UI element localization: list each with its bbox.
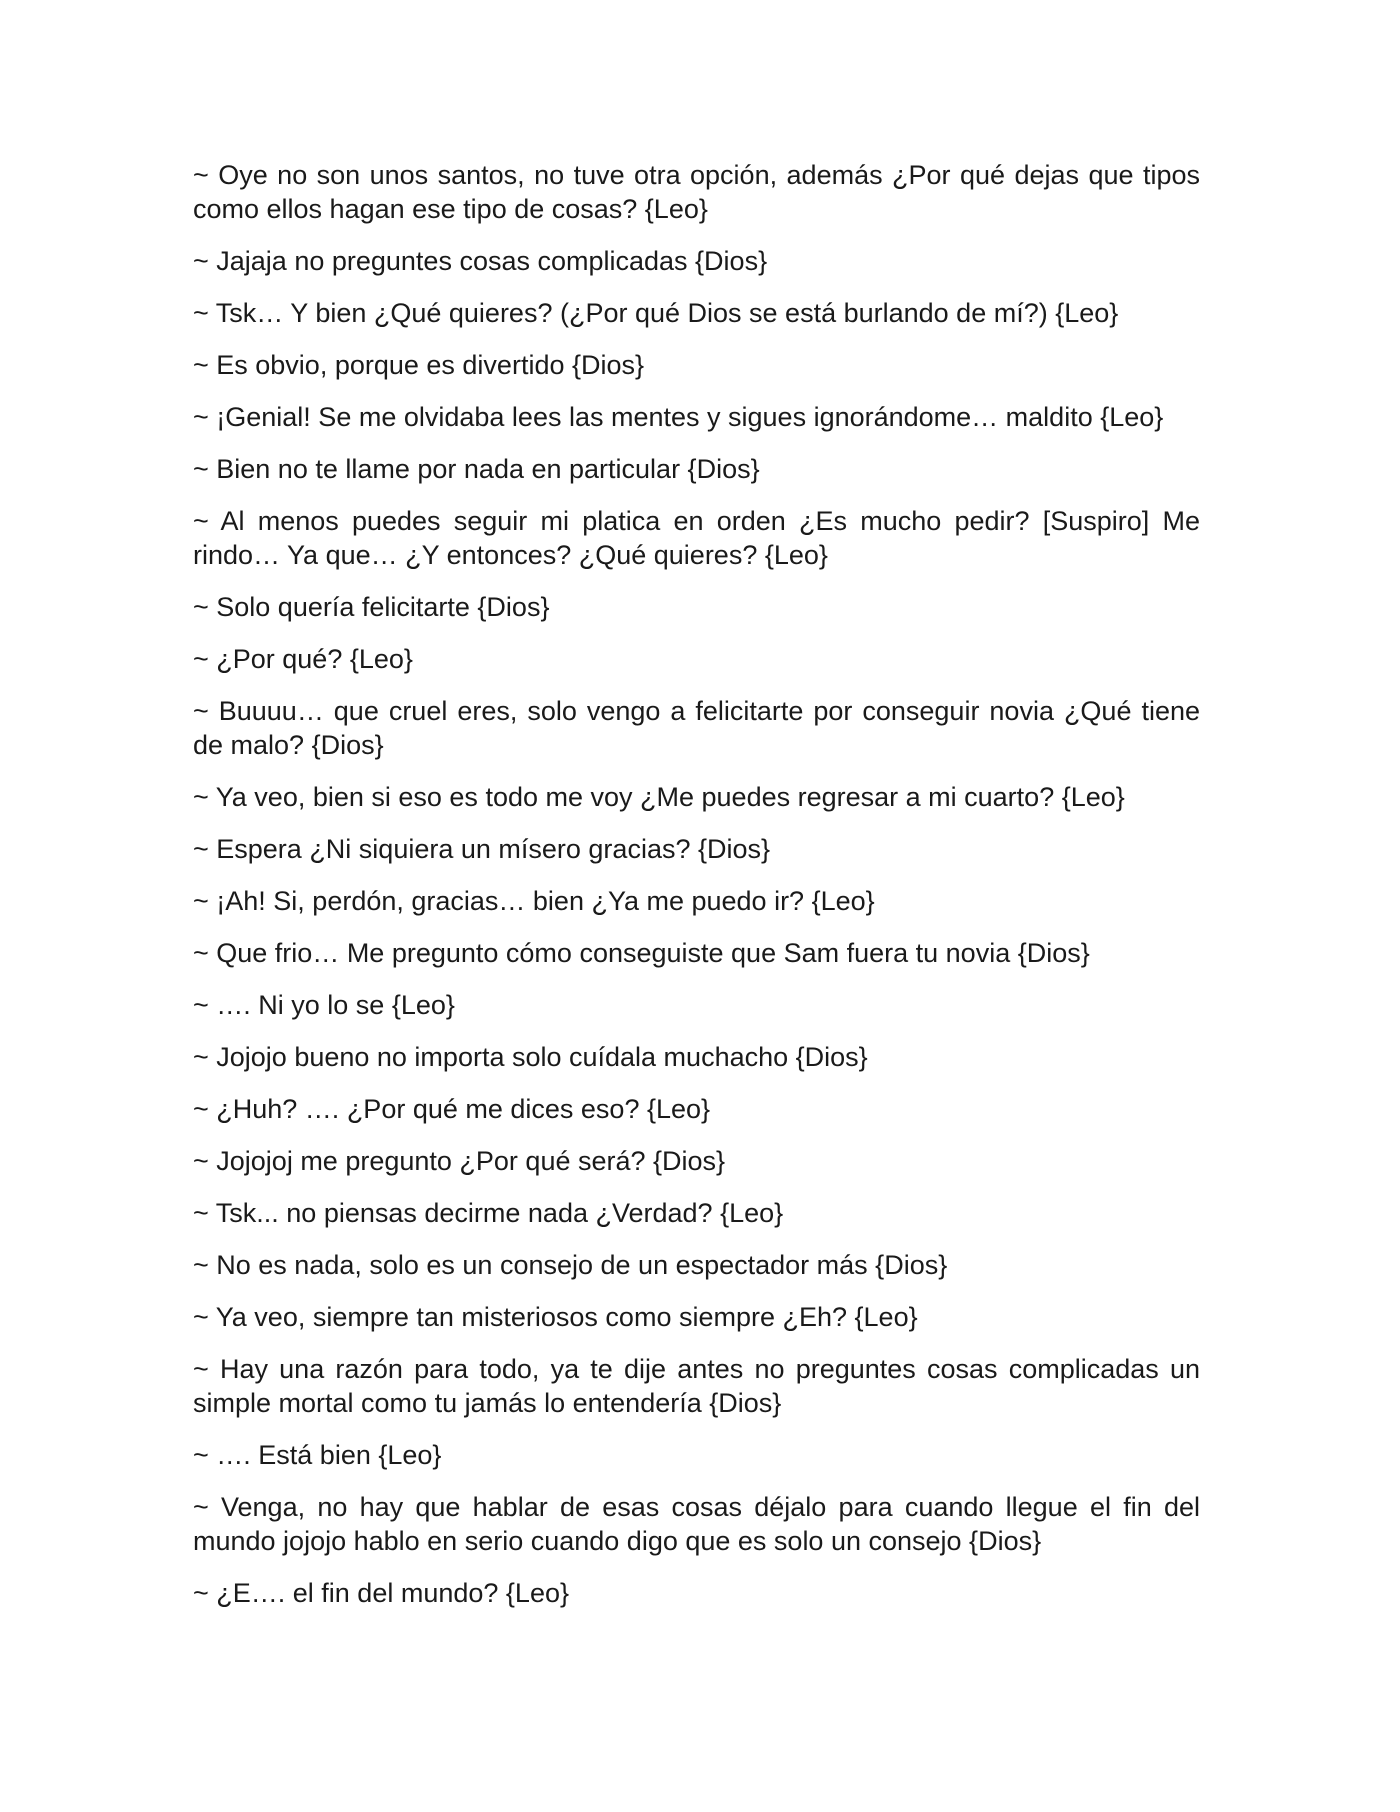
dialogue-line: ~ ¿Huh? …. ¿Por qué me dices eso? {Leo} [193, 1094, 711, 1124]
dialogue-line: ~ Solo quería felicitarte {Dios} [193, 592, 550, 622]
dialogue-line: ~ No es nada, solo es un consejo de un espectador más {Dios} [193, 1250, 948, 1280]
dialogue-line: ~ ¡Genial! Se me olvidaba lees las mentes y sigues ignorándome… maldito {Leo} [193, 402, 1164, 432]
dialogue-line: ~ ¿Por qué? {Leo} [193, 644, 413, 674]
dialogue-line: ~ ¿E…. el fin del mundo? {Leo} [193, 1578, 569, 1608]
dialogue-line: ~ Es obvio, porque es divertido {Dios} [193, 350, 645, 380]
dialogue-line: ~ ¡Ah! Si, perdón, gracias… bien ¿Ya me puedo ir? {Leo} [193, 886, 875, 916]
dialogue-line: ~ Ya veo, bien si eso es todo me voy ¿Me puedes regresar a mi cuarto? {Leo} [193, 782, 1125, 812]
dialogue-line: ~ Tsk… Y bien ¿Qué quieres? (¿Por qué Dios se está burlando de mí?) {Leo} [193, 298, 1119, 328]
dialogue-text [193, 158, 1200, 1628]
dialogue-line: ~ Que frio… Me pregunto cómo conseguiste que Sam fuera tu novia {Dios} [193, 938, 1090, 968]
dialogue-line: ~ …. Está bien {Leo} [193, 1440, 442, 1470]
dialogue-line: ~ Venga, no hay que hablar de esas cosas déjalo para cuando llegue el fin del mundo jojojo hablo en serio cuando digo que es solo un consejo {Dios} [193, 1492, 1200, 1556]
dialogue-line: ~ Buuuu… que cruel eres, solo vengo a felicitarte por conseguir novia ¿Qué tiene de malo? {Dios} [193, 696, 1200, 760]
dialogue-line: ~ Jajaja no preguntes cosas complicadas {Dios} [193, 246, 768, 276]
dialogue-line: ~ Jojojoj me pregunto ¿Por qué será? {Dios} [193, 1146, 726, 1176]
dialogue-line: ~ Tsk... no piensas decirme nada ¿Verdad? {Leo} [193, 1198, 784, 1228]
dialogue-line: ~ Hay una razón para todo, ya te dije antes no preguntes cosas complicadas un simple mortal como tu jamás lo entendería {Dios} [193, 1354, 1200, 1418]
dialogue-line: ~ Espera ¿Ni siquiera un mísero gracias? {Dios} [193, 834, 771, 864]
dialogue-line: ~ Jojojo bueno no importa solo cuídala muchacho {Dios} [193, 1042, 868, 1072]
dialogue-line: ~ …. Ni yo lo se {Leo} [193, 990, 455, 1020]
dialogue-line: ~ Al menos puedes seguir mi platica en orden ¿Es mucho pedir? [Suspiro] Me rindo… Ya que… ¿Y entonces? ¿Qué quieres? {Leo} [193, 506, 1200, 570]
dialogue-line: ~ Oye no son unos santos, no tuve otra opción, además ¿Por qué dejas que tipos como ellos hagan ese tipo de cosas? {Leo} [193, 160, 1200, 224]
dialogue-line: ~ Ya veo, siempre tan misteriosos como siempre ¿Eh? {Leo} [193, 1302, 918, 1332]
dialogue-line: ~ Bien no te llame por nada en particular {Dios} [193, 454, 760, 484]
